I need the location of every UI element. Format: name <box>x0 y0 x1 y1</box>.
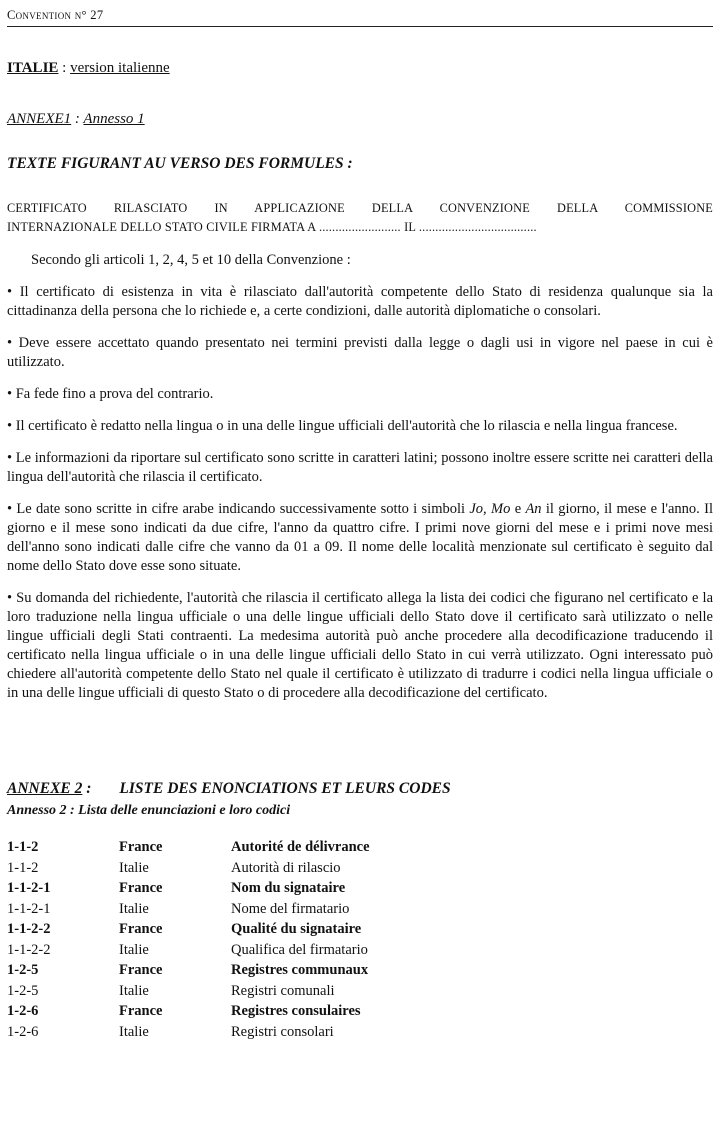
table-row <box>7 879 370 900</box>
country-cell: Italie <box>119 941 149 958</box>
table-row <box>7 941 370 962</box>
annexe2-heading <box>7 779 713 798</box>
table-row <box>7 838 370 859</box>
paragraph: • Le informazioni da riportare sul certificato sono scritte in caratteri latini; possono inoltre essere scritte nei caratteri della lingua dell'autorità che rilascia il certificato. <box>7 450 713 485</box>
version-label: version italienne <box>70 60 170 76</box>
table-row <box>7 982 370 1003</box>
code-cell: 1-2-5 <box>7 982 39 999</box>
code-cell: 1-1-2 <box>7 839 39 855</box>
table-row <box>7 859 370 880</box>
code-cell: 1-2-6 <box>7 1023 39 1040</box>
paragraph: • Fa fede fino a prova del contrario. <box>7 386 214 402</box>
certificate-caption <box>7 199 713 237</box>
table-row <box>7 900 370 921</box>
dates-text-2: il giorno, il mese e l'anno. Il giorno e il mese sono indicati da due cifre, l'anno da quattro cifre. I primi nove giorni del mese e i primi nove mesi dell'anno sono indicati dalle cifre che vanno da 01 a 09. Il nome delle località menzionate sul certificato è seguito dal nome dello Stato dove esse sono situate. <box>7 501 713 574</box>
code-cell: 1-1-2-1 <box>7 880 51 896</box>
country-cell: France <box>119 839 163 855</box>
code-cell: 1-1-2-1 <box>7 900 51 917</box>
document-title <box>7 59 713 78</box>
statement-cell: Registri comunali <box>231 982 335 999</box>
country-cell: France <box>119 962 163 978</box>
annexe2-title: LISTE DES ENONCIATIONS ET LEURS CODES <box>119 780 451 797</box>
articles-line: Secondo gli articoli 1, 2, 4, 5 et 10 della Convenzione : <box>31 252 351 268</box>
code-cell: 1-2-6 <box>7 1003 39 1019</box>
statement-cell: Nom du signataire <box>231 880 346 896</box>
annexe1-heading <box>7 110 713 129</box>
country-cell: France <box>119 1003 163 1019</box>
statement-cell: Nome del firmatario <box>231 900 350 917</box>
symbol-mo: Mo <box>491 501 511 517</box>
code-cell: 1-1-2 <box>7 859 39 876</box>
paragraph: • Deve essere accettato quando presentato nei termini previsti dalla legge o dagli usi in vigore nel paese in cui è utilizzato. <box>7 335 713 370</box>
symbol-an: An <box>525 501 542 517</box>
symbol-jo: Jo, <box>469 501 487 517</box>
country-cell: Italie <box>119 982 149 999</box>
paragraph: • Il certificato di esistenza in vita è rilasciato dall'autorità competente dello Stato di residenza qualunque sia la cittadinanza della persona che lo richiede e, a certe condizioni, dalle autorità diplomatiche o consolari. <box>7 284 713 319</box>
statement-cell: Qualité du signataire <box>231 921 362 937</box>
annexe1-label: ANNEXE1 <box>7 111 72 127</box>
statement-cell: Registres consulaires <box>231 1003 361 1019</box>
code-cell: 1-1-2-2 <box>7 921 51 937</box>
country-cell: Italie <box>119 1023 149 1040</box>
dates-text-1: • Le date sono scritte in cifre arabe indicando successivamente sotto i simboli <box>7 501 470 517</box>
section-heading: TEXTE FIGURANT AU VERSO DES FORMULES : <box>7 155 353 172</box>
caption-line-1: CERTIFICATO RILASCIATO IN APPLICAZIONE DELLA CONVENZIONE DELLA COMMISSIONE <box>7 201 713 215</box>
title-separator: : <box>58 60 71 76</box>
codes-table <box>7 838 370 1043</box>
page-header <box>7 0 713 27</box>
country-cell: France <box>119 921 163 937</box>
annexe2-subtitle: Annesso 2 : Lista delle enunciazioni e loro codici <box>7 803 291 818</box>
code-cell: 1-2-5 <box>7 962 39 978</box>
table-row <box>7 1002 370 1023</box>
country-label: ITALIE <box>7 60 59 76</box>
annexe2-colon: : <box>82 780 92 797</box>
paragraph-list <box>7 283 713 703</box>
statement-cell: Autorità di rilascio <box>231 859 341 876</box>
table-row <box>7 920 370 941</box>
dates-conj: e <box>510 501 526 517</box>
annexe1-label-it: Annesso 1 <box>83 111 145 127</box>
annexe2-label: ANNEXE 2 <box>7 780 83 797</box>
table-row <box>7 961 370 982</box>
statement-cell: Registri consolari <box>231 1023 334 1040</box>
table-row <box>7 1023 370 1044</box>
paragraph: • Su domanda del richiedente, l'autorità che rilascia il certificato allega la lista dei codici che figurano nel certificato e la loro traduzione nella lingua ufficiale o una delle lingue ufficiali dello Stato dove il certificato sarà utilizzato o nelle lingue ufficiali degli Stati contraenti. La medesima autorità può anche procedere alla decodificazione traducendo il certificato nella lingua ufficiale o in una delle lingue ufficiali dello Stato in cui verrà utilizzato. Ogni interessato può chiedere all'autorità competente dello Stato nel quale il certificato è utilizzato di tradurre i codici nella lingua ufficiale o in una delle lingue ufficiali di questo Stato o di procedere alla decodificazione del certificato. <box>7 590 713 701</box>
caption-line-2: INTERNAZIONALE DELLO STATO CIVILE FIRMATA A ......................... IL .................................... <box>7 220 537 234</box>
annexe1-separator: : <box>71 111 84 127</box>
convention-number: Convention n° 27 <box>7 8 104 22</box>
dates-paragraph <box>7 500 713 576</box>
code-cell: 1-1-2-2 <box>7 941 51 958</box>
statement-cell: Registres communaux <box>231 962 369 978</box>
statement-cell: Qualifica del firmatario <box>231 941 368 958</box>
country-cell: Italie <box>119 859 149 876</box>
statement-cell: Autorité de délivrance <box>231 839 370 855</box>
country-cell: Italie <box>119 900 149 917</box>
paragraph: • Il certificato è redatto nella lingua o in una delle lingue ufficiali dell'autorità che lo rilascia e nella lingua francese. <box>7 418 678 434</box>
document-page <box>7 0 713 1043</box>
country-cell: France <box>119 880 163 896</box>
